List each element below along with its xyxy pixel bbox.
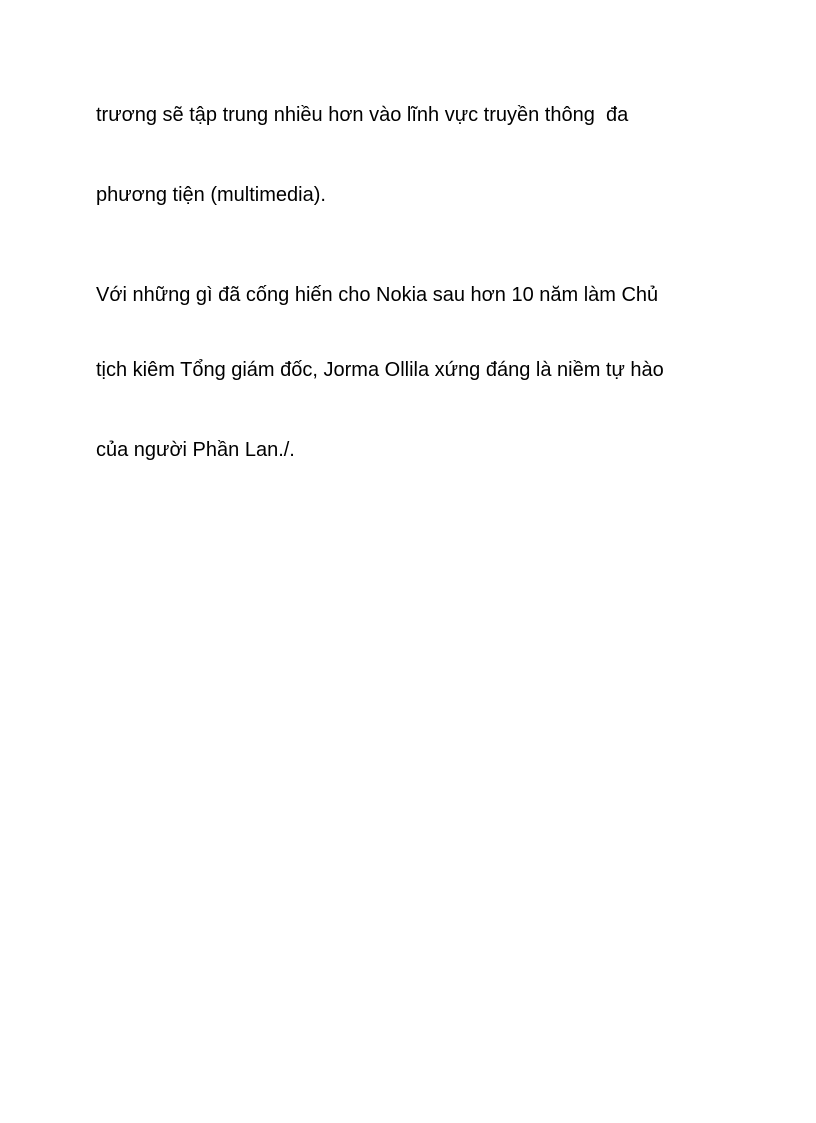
paragraph-1-line-1: trương sẽ tập trung nhiều hơn vào lĩnh vực truyền thông đa: [96, 104, 629, 126]
paragraph-2-line-2: tịch kiêm Tổng giám đốc, Jorma Ollila xứng đáng là niềm tự hào: [96, 359, 664, 381]
paragraph-2-line-3: của người Phần Lan./.: [96, 439, 295, 461]
paragraph-2-line-1: Với những gì đã cống hiến cho Nokia sau hơn 10 năm làm Chủ: [96, 284, 659, 306]
paragraph-1-line-2: phương tiện (multimedia).: [96, 184, 326, 206]
